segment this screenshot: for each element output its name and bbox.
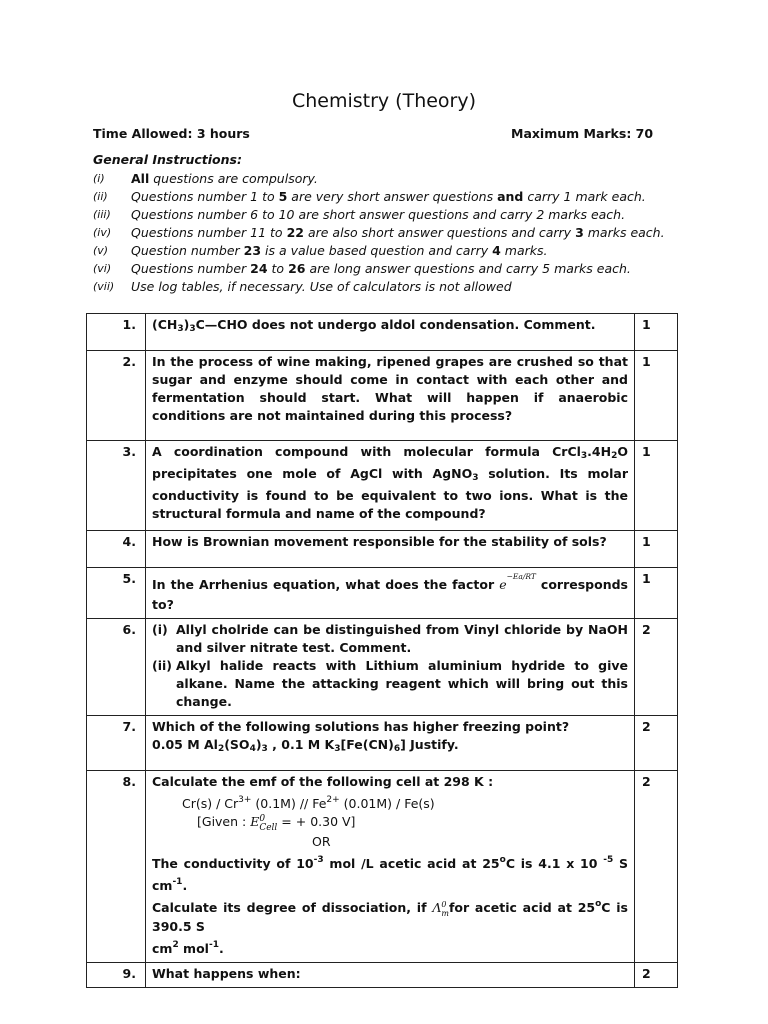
question-text: Calculate the emf of the following cell at 298 K : $Cr(s) / Cr^{3+}$ $(0.1M) // Fe^{2+}$ (0.01M) / Fe(s) [Given : E 0 Cell = + 0.30 V] OR The conductivity of $10^{-3}$ mol /L acetic acid at 25$^o$C is 4.1 x 10 $^{-5}$ S $cm^{-1}$. Calculate its degree of dissociation, if Λ 0 m for acetic acid at 25$^o$C is 390.5 S $cm^2$ mol$^{-1}$. bbox=[146, 771, 635, 963]
instruction-text: Use log tables, if necessary. Use of calculators is not allowed bbox=[131, 279, 512, 294]
table-row bbox=[87, 568, 678, 619]
question-marks: 2 bbox=[635, 716, 678, 771]
question-marks: 2 bbox=[635, 963, 678, 988]
instruction-item bbox=[93, 243, 693, 261]
instruction-item bbox=[93, 225, 693, 243]
question-text: In the Arrhenius equation, what does the factor $e^{-Ea/RT}$ corresponds to? bbox=[146, 568, 635, 619]
instruction-item bbox=[93, 261, 693, 279]
instruction-number: (vii) bbox=[93, 280, 115, 293]
instruction-number: (ii) bbox=[93, 190, 108, 203]
question-number: 3. bbox=[87, 441, 146, 531]
question-marks: 1 bbox=[635, 441, 678, 531]
instruction-item bbox=[93, 171, 693, 189]
maximum-marks: Maximum Marks: 70 bbox=[511, 126, 654, 141]
question-marks: 2 bbox=[635, 619, 678, 716]
question-number: 2. bbox=[87, 351, 146, 441]
question-number: 8. bbox=[87, 771, 146, 963]
question-text: How is Brownian movement responsible for the stability of sols? bbox=[146, 531, 635, 568]
page-title: Chemistry (Theory) bbox=[291, 90, 477, 112]
arrhenius-factor: $e^{-Ea/RT}$ bbox=[499, 572, 536, 592]
instruction-text: Questions number 1 to 5 are very short answer questions and carry 1 mark each. bbox=[131, 189, 646, 204]
question-number: 6. bbox=[87, 619, 146, 716]
table-row bbox=[87, 771, 678, 963]
question-marks: 2 bbox=[635, 771, 678, 963]
instruction-item bbox=[93, 279, 693, 297]
instruction-number: (iii) bbox=[93, 208, 111, 221]
question-number: 4. bbox=[87, 531, 146, 568]
question-number: 5. bbox=[87, 568, 146, 619]
instruction-item bbox=[93, 207, 693, 225]
table-row bbox=[87, 351, 678, 441]
question-number: 7. bbox=[87, 716, 146, 771]
instruction-text: Question number 23 is a value based question and carry 4 marks. bbox=[131, 243, 548, 258]
question-text: In the process of wine making, ripened grapes are crushed so that sugar and enzyme should come in contact with each other and fermentation should start. What will happen if anaerobic conditions are not maintained during this process? bbox=[146, 351, 635, 441]
question-number: 9. bbox=[87, 963, 146, 988]
question-marks: 1 bbox=[635, 568, 678, 619]
question-marks: 1 bbox=[635, 351, 678, 441]
question-text: What happens when: bbox=[146, 963, 635, 988]
question-number: 1. bbox=[87, 314, 146, 351]
table-row bbox=[87, 619, 678, 716]
instructions-list bbox=[93, 171, 693, 297]
question-marks: 1 bbox=[635, 531, 678, 568]
question-text: $(CH_3)_3C—CHO$ does not undergo aldol condensation. Comment. bbox=[146, 314, 635, 351]
questions-table bbox=[86, 313, 678, 988]
instruction-number: (iv) bbox=[93, 226, 112, 239]
question-text: Which of the following solutions has higher freezing point? 0.05 M $Al_2(SO_4)_3$ , 0.1 M $K_3[Fe(CN)_6]$ Justify. bbox=[146, 716, 635, 771]
question-text: A coordination compound with molecular formula $CrCl_3.4H_2O$ precipitates one mole of AgCl with AgNO$_3$ solution. Its molar conductivity is found to be equivalent to two ions. What is the structural formula and name of the compound? bbox=[146, 441, 635, 531]
table-row bbox=[87, 531, 678, 568]
instruction-number: (vi) bbox=[93, 262, 112, 275]
instruction-text: All questions are compulsory. bbox=[131, 171, 318, 186]
table-row bbox=[87, 716, 678, 771]
instruction-number: (v) bbox=[93, 244, 109, 257]
instruction-item bbox=[93, 189, 693, 207]
question-text: (i) Allyl cholride can be distinguished from Vinyl chloride by NaOH and silver nitrate test. Comment. (ii) Alkyl halide reacts with Lithium aluminium hydride to give alkane. Name the attacking reagent which will bring out this change. bbox=[146, 619, 635, 716]
instruction-number: (i) bbox=[93, 172, 105, 185]
table-row bbox=[87, 963, 678, 988]
instruction-text: Questions number 24 to 26 are long answer questions and carry 5 marks each. bbox=[131, 261, 631, 276]
table-row bbox=[87, 314, 678, 351]
table-row bbox=[87, 441, 678, 531]
time-allowed: Time Allowed: 3 hours bbox=[93, 126, 250, 141]
instruction-text: Questions number 6 to 10 are short answer questions and carry 2 marks each. bbox=[131, 207, 626, 222]
question-marks: 1 bbox=[635, 314, 678, 351]
instructions-title: General Instructions: bbox=[93, 152, 242, 167]
instruction-text: Questions number 11 to 22 are also short answer questions and carry 3 marks each. bbox=[131, 225, 665, 240]
